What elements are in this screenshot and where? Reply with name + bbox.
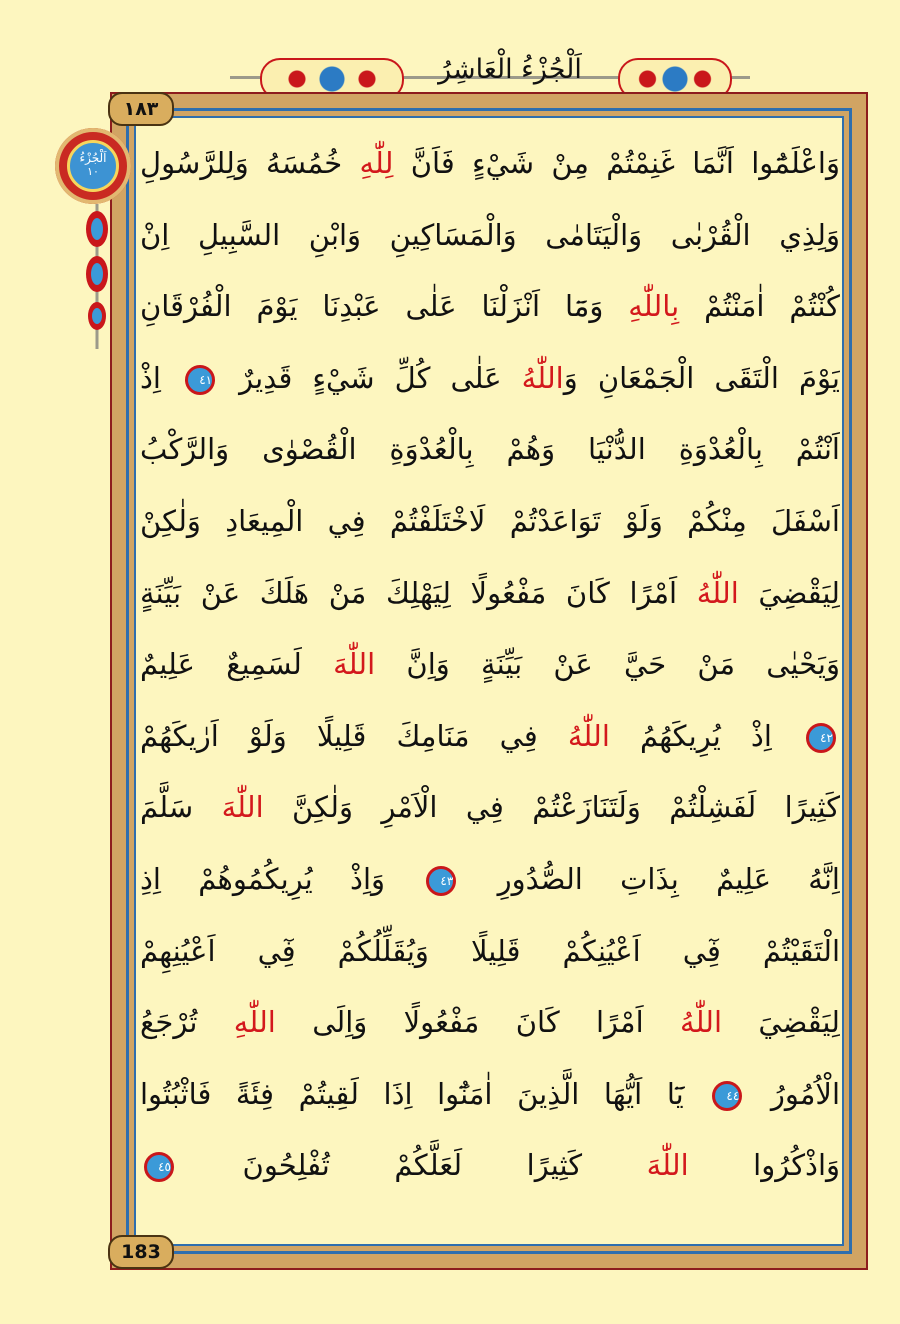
verse-text: اَسْفَلَ مِنْكُمْ وَلَوْ تَوَاعَدْتُمْ لَاخْتَلَفْتُمْ فِي الْمِيعَادِ وَلٰكِنْ bbox=[140, 503, 840, 538]
margin-vine-ornament bbox=[82, 204, 112, 349]
verse-text: سَلَّمَ bbox=[140, 790, 222, 825]
divine-name: بِاللّٰهِ bbox=[628, 289, 680, 324]
verse-text: اَمْرًا كَانَ مَفْعُولًا وَاِلَى bbox=[275, 1005, 681, 1040]
verse-text: كَثِيرًا لَفَشِلْتُمْ وَلَتَنَازَعْتُمْ فِي الْاَمْرِ وَلٰكِنَّ bbox=[263, 790, 840, 825]
ayah-marker: ٤١ bbox=[185, 365, 215, 395]
text-line bbox=[140, 200, 840, 272]
verse-text: يَوْمَ الْتَقَى الْجَمْعَانِ وَ bbox=[563, 360, 840, 395]
text-line bbox=[140, 558, 840, 630]
text-line bbox=[140, 343, 840, 415]
page-number-bottom: 183 bbox=[108, 1235, 174, 1269]
juz-label: اَلْجُزْءُ bbox=[79, 151, 107, 165]
verse-text: خُمُسَهُ وَلِلرَّسُولِ bbox=[140, 146, 360, 180]
verse-text: كَثِيرًا لَعَلَّكُمْ تُفْلِحُونَ bbox=[178, 1148, 647, 1183]
text-line bbox=[140, 987, 840, 1059]
divine-name: اللّٰهَ bbox=[646, 1148, 689, 1183]
verse-text: وَاذْكُرُوا bbox=[688, 1148, 840, 1183]
verse-text: يَٓا اَيُّهَا الَّذِينَ اٰمَنُٓوا اِذَا لَقِيتُمْ فِئَةً فَاثْبُتُوا bbox=[140, 1076, 709, 1111]
divine-name: اللّٰهُ bbox=[680, 1005, 723, 1040]
divine-name: لِلّٰهِ bbox=[359, 146, 394, 180]
ayah-marker: ٤٤ bbox=[712, 1081, 742, 1111]
verse-text: اِذْ bbox=[140, 360, 182, 395]
divine-name: اللّٰهَ bbox=[221, 790, 264, 825]
verse-text: اَمْرًا كَانَ مَفْعُولًا لِيَهْلِكَ مَنْ هَلَكَ عَنْ بَيِّنَةٍ bbox=[140, 575, 697, 610]
juz-medallion bbox=[55, 128, 131, 204]
verse-text: اِنَّهُ عَلِيمٌ بِذَاتِ الصُّدُورِ bbox=[460, 861, 840, 896]
divine-name: اللّٰهُ bbox=[696, 575, 739, 610]
text-line bbox=[140, 701, 840, 773]
divine-name: اللّٰهِ bbox=[233, 1005, 276, 1040]
ayah-marker: ٤٢ bbox=[806, 723, 836, 753]
text-line bbox=[140, 414, 840, 486]
verse-text: تُرْجَعُ bbox=[140, 1005, 234, 1040]
verse-text: عَلٰى كُلِّ شَيْءٍ قَدِيرٌ bbox=[219, 360, 522, 395]
verse-text: لَسَمِيعٌ عَلِيمٌ bbox=[140, 647, 334, 682]
verse-text: وَمَٓا اَنْزَلْنَا عَلٰى عَبْدِنَا يَوْمَ الْفُرْقَانِ bbox=[140, 289, 629, 324]
text-line bbox=[140, 916, 840, 988]
verse-text: الْاُمُورُ bbox=[746, 1076, 840, 1111]
verse-text: كُنْتُمْ اٰمَنْتُمْ bbox=[679, 289, 840, 324]
divine-name: اللّٰهُ bbox=[521, 360, 564, 395]
verse-text: لِيَقْضِيَ bbox=[722, 1005, 840, 1040]
verse-text: الْتَقَيْتُمْ فِٓي اَعْيُنِكُمْ قَلِيلًا وَيُقَلِّلُكُمْ فِٓي اَعْيُنِهِمْ bbox=[140, 933, 840, 968]
text-line bbox=[140, 128, 840, 200]
text-line bbox=[140, 629, 840, 701]
text-line bbox=[140, 271, 840, 343]
juz-number: ١٠ bbox=[87, 165, 99, 178]
divine-name: اللّٰهَ bbox=[333, 647, 376, 682]
verse-text: وَاِذْ يُرِيكُمُوهُمْ اِذِ bbox=[140, 861, 423, 896]
text-line bbox=[140, 1059, 840, 1131]
text-line bbox=[140, 1130, 840, 1202]
ayah-marker: ٤٥ bbox=[144, 1152, 174, 1182]
divine-name: اللّٰهُ bbox=[567, 718, 610, 753]
verse-text: فِي مَنَامِكَ قَلِيلًا وَلَوْ اَرٰيكَهُمْ bbox=[140, 718, 568, 753]
juz-title: اَلْجُزْءُ الْعَاشِرُ bbox=[438, 54, 582, 85]
juz-medallion-center bbox=[67, 140, 119, 192]
quran-text bbox=[140, 128, 840, 1202]
verse-text: وَلِذِي الْقُرْبٰى وَالْيَتَامٰى وَالْمَسَاكِينِ وَابْنِ السَّبِيلِ اِنْ bbox=[140, 217, 840, 252]
ayah-marker: ٤٣ bbox=[426, 866, 456, 896]
text-line bbox=[140, 486, 840, 558]
page-number-top: ١٨٣ bbox=[108, 92, 174, 126]
verse-text: لِيَقْضِيَ bbox=[738, 575, 840, 610]
verse-text: وَاعْلَمُٓوا اَنَّمَا غَنِمْتُمْ مِنْ شَيْءٍ فَاَنَّ bbox=[393, 146, 840, 180]
text-line bbox=[140, 772, 840, 844]
verse-text: وَيَحْيٰى مَنْ حَيَّ عَنْ بَيِّنَةٍ وَاِنَّ bbox=[375, 647, 840, 682]
verse-text: اِذْ يُرِيكَهُمُ bbox=[609, 718, 802, 753]
text-line bbox=[140, 844, 840, 916]
verse-text: اَنْتُمْ بِالْعُدْوَةِ الدُّنْيَا وَهُمْ بِالْعُدْوَةِ الْقُصْوٰى وَالرَّكْبُ bbox=[140, 432, 840, 467]
